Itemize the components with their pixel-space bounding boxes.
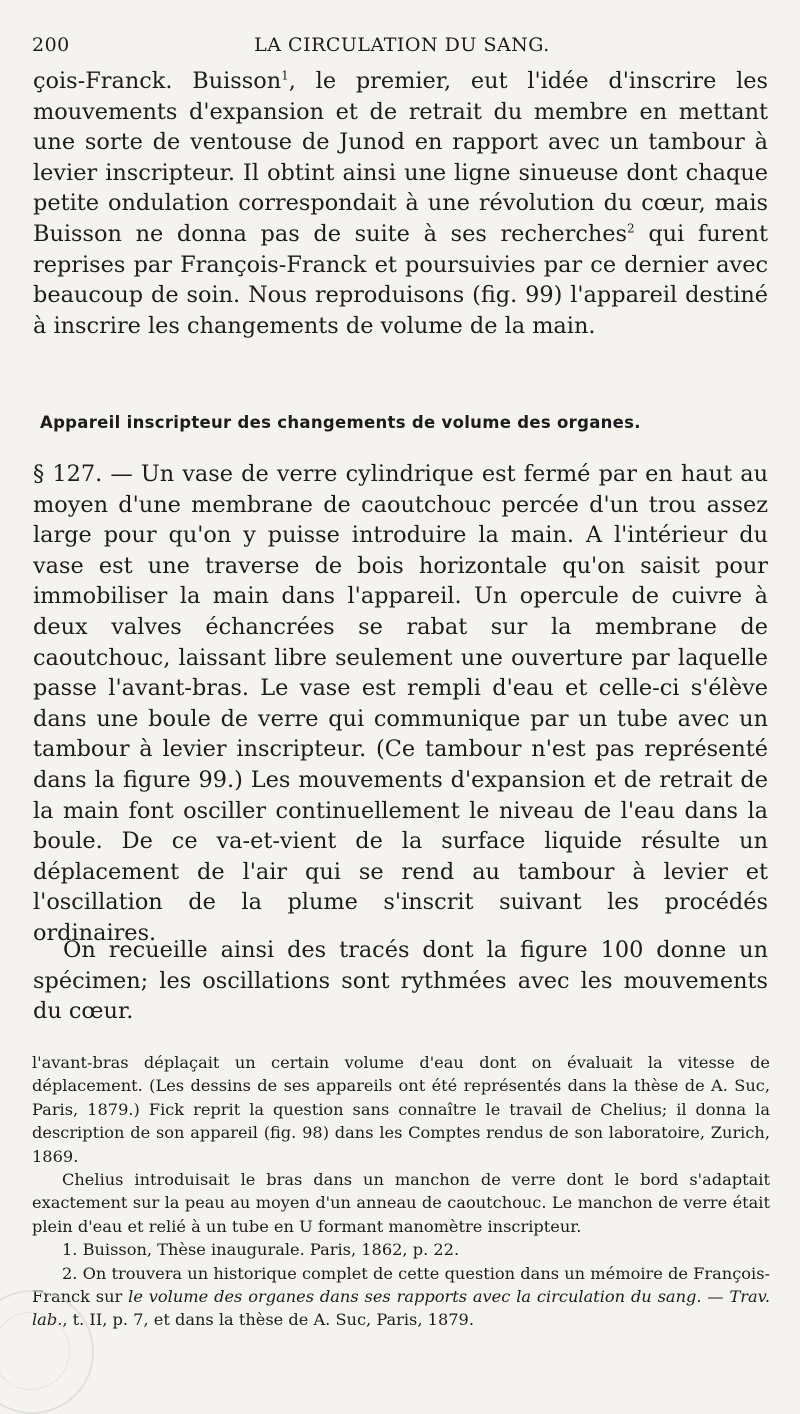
paragraph-text: çois-Franck. Buisson <box>33 68 282 94</box>
footnote-continuation: l'avant-bras déplaçait un certain volume d'eau dont on évaluait la vitesse de déplacement. (Les dessins de ses appareils ont été représentés dans la thèse de A. Suc, Paris, 1879.) Fick reprit la question sans connaître le travail de Chelius; il donna la description de son appareil (fig. 98) dans les Comptes rendus de son laboratoire, Zurich, 1869. <box>32 1053 770 1166</box>
footnote-2-text: 2. On trouvera un historique complet de cette question dans un mémoire de François-Franck sur <box>32 1263 770 1307</box>
footnote-2-end: , t. II, p. 7, et dans la thèse de A. Suc, Paris, 1879. <box>62 1310 475 1330</box>
footnote-ref-2: 2 <box>627 221 635 236</box>
paragraph-traces: On recueille ainsi des tracés dont la figure 100 donne un spécimen; les oscillations sont rythmées avec les mouvements du cœur. <box>33 937 768 1025</box>
footnote-1: 1. Buisson, Thèse inaugurale. Paris, 1862, p. 22. <box>62 1240 460 1260</box>
footnote-2 <box>32 1262 770 1332</box>
footnote-2-italic: le volume des organes dans ses rapports avec la circulation du sang. — Trav. lab. <box>32 1287 770 1330</box>
paragraph-buisson <box>33 66 768 341</box>
paragraph-text: qui furent reprises par François-Franck et poursuivies par ce dernier avec beaucoup de soin. Nous reproduisons (fig. 99) l'appareil destiné à inscrire les changements de volume de la main. <box>33 220 768 339</box>
footnote-ref-1: 1 <box>281 68 289 83</box>
paragraph-127: § 127. — Un vase de verre cylindrique est fermé par en haut au moyen d'une membrane de caoutchouc percée d'un trou assez large pour qu'on y puisse introduire la main. A l'intérieur du vase est une traverse de bois horizontale qu'on saisit pour immobiliser la main dans l'appareil. Un opercule de cuivre à deux valves échancrées se rabat sur la membrane de caoutchouc, laissant libre seulement une ouverture par laquelle passe l'avant-bras. Le vase est rempli d'eau et celle-ci s'élève dans une boule de verre qui communique par un tube avec un tambour à levier inscripteur. (Ce tambour n'est pas représenté dans la figure 99.) Les mouvements d'expansion et de retrait de la main font osciller continuellement le niveau de l'eau dans la boule. De ce va-et-vient de la surface liquide résulte un déplacement de l'air qui se rend au tambour à levier et l'oscillation de la plume s'inscrit suivant les procédés ordinaires. <box>33 461 768 946</box>
running-title: LA CIRCULATION DU SANG. <box>254 34 550 56</box>
paragraph-text: , le premier, eut l'idée d'inscrire les mouvements d'expansion et de retrait du membre en mettant une sorte de ventouse de Junod en rapport avec un tambour à levier inscripteur. Il obtint ainsi une ligne sinueuse dont chaque petite ondulation correspondait à une révolution du cœur, mais Buisson ne donna pas de suite à ses recherches <box>33 68 768 247</box>
page-number: 200 <box>32 34 70 56</box>
page-header <box>32 30 772 60</box>
footnote-chelius: Chelius introduisait le bras dans un manchon de verre dont le bord s'adaptait exactement sur la peau au moyen d'un anneau de caoutchouc. Le manchon de verre était plein d'eau et relié à un tube en U formant manomètre inscripteur. <box>32 1170 770 1236</box>
footnotes <box>32 1051 770 1332</box>
section-heading: Appareil inscripteur des changements de volume des organes. <box>40 413 641 432</box>
